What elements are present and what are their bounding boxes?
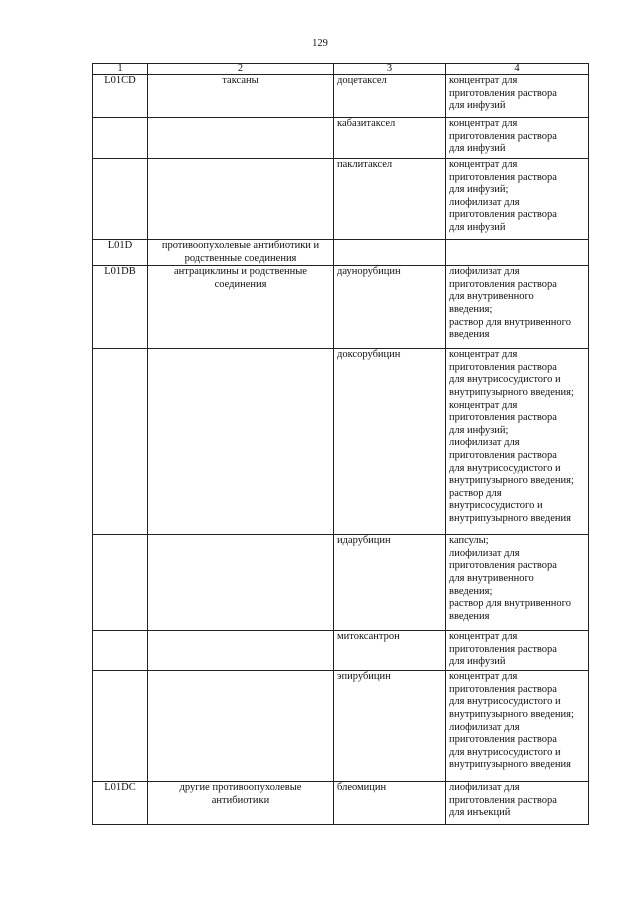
group-cell: антрациклины и родственные соединения <box>148 266 334 349</box>
dosage-form-cell: концентрат для приготовления раствора для внутрисосудистого и внутрипузырного введения; концентрат для приготовления раствора для инфузий; лиофилизат для приготовления раствора для внутрисосудистого и внутрипузырного введения; раствор для внутрисосудистого и внутрипузырного введения <box>446 349 589 535</box>
group-cell <box>148 535 334 631</box>
table-row <box>93 159 589 240</box>
dosage-form-cell: лиофилизат для приготовления раствора для внутривенного введения; раствор для внутривенного введения <box>446 266 589 349</box>
drug-cell: паклитаксел <box>334 159 446 240</box>
column-header-2: 2 <box>148 64 334 75</box>
drug-cell: доксорубицин <box>334 349 446 535</box>
drug-cell: блеомицин <box>334 782 446 825</box>
drug-cell: идарубицин <box>334 535 446 631</box>
table-row <box>93 349 589 535</box>
group-cell <box>148 159 334 240</box>
table-row <box>93 782 589 825</box>
drug-cell: даунорубицин <box>334 266 446 349</box>
dosage-form-cell: концентрат для приготовления раствора для инфузий <box>446 75 589 118</box>
code-cell: L01D <box>93 240 148 266</box>
column-header-1: 1 <box>93 64 148 75</box>
drug-table <box>92 63 589 825</box>
dosage-form-cell: концентрат для приготовления раствора для инфузий <box>446 118 589 159</box>
group-cell: таксаны <box>148 75 334 118</box>
column-header-4: 4 <box>446 64 589 75</box>
dosage-form-cell <box>446 240 589 266</box>
table-row <box>93 671 589 782</box>
table-row <box>93 75 589 118</box>
drug-cell: митоксантрон <box>334 631 446 671</box>
drug-cell: кабазитаксел <box>334 118 446 159</box>
table-row <box>93 631 589 671</box>
code-cell <box>93 159 148 240</box>
code-cell <box>93 631 148 671</box>
group-cell <box>148 118 334 159</box>
table-row <box>93 535 589 631</box>
table-row <box>93 118 589 159</box>
code-cell: L01CD <box>93 75 148 118</box>
code-cell <box>93 349 148 535</box>
dosage-form-cell: концентрат для приготовления раствора для инфузий; лиофилизат для приготовления раствора для инфузий <box>446 159 589 240</box>
group-cell: противоопухолевые антибиотики и родственные соединения <box>148 240 334 266</box>
table-row <box>93 266 589 349</box>
code-cell <box>93 535 148 631</box>
drug-cell <box>334 240 446 266</box>
dosage-form-cell: лиофилизат для приготовления раствора для инъекций <box>446 782 589 825</box>
code-cell <box>93 671 148 782</box>
dosage-form-cell: концентрат для приготовления раствора для инфузий <box>446 631 589 671</box>
code-cell: L01DC <box>93 782 148 825</box>
group-cell: другие противоопухолевые антибиотики <box>148 782 334 825</box>
page-number: 129 <box>312 38 328 49</box>
header-row <box>93 64 589 75</box>
column-header-3: 3 <box>334 64 446 75</box>
group-cell <box>148 631 334 671</box>
code-cell: L01DB <box>93 266 148 349</box>
drug-cell: эпирубицин <box>334 671 446 782</box>
drug-cell: доцетаксел <box>334 75 446 118</box>
group-cell <box>148 671 334 782</box>
code-cell <box>93 118 148 159</box>
dosage-form-cell: капсулы; лиофилизат для приготовления раствора для внутривенного введения; раствор для внутривенного введения <box>446 535 589 631</box>
dosage-form-cell: концентрат для приготовления раствора для внутрисосудистого и внутрипузырного введения; лиофилизат для приготовления раствора для внутрисосудистого и внутрипузырного введения <box>446 671 589 782</box>
group-cell <box>148 349 334 535</box>
table-body <box>93 64 589 825</box>
table-row <box>93 240 589 266</box>
